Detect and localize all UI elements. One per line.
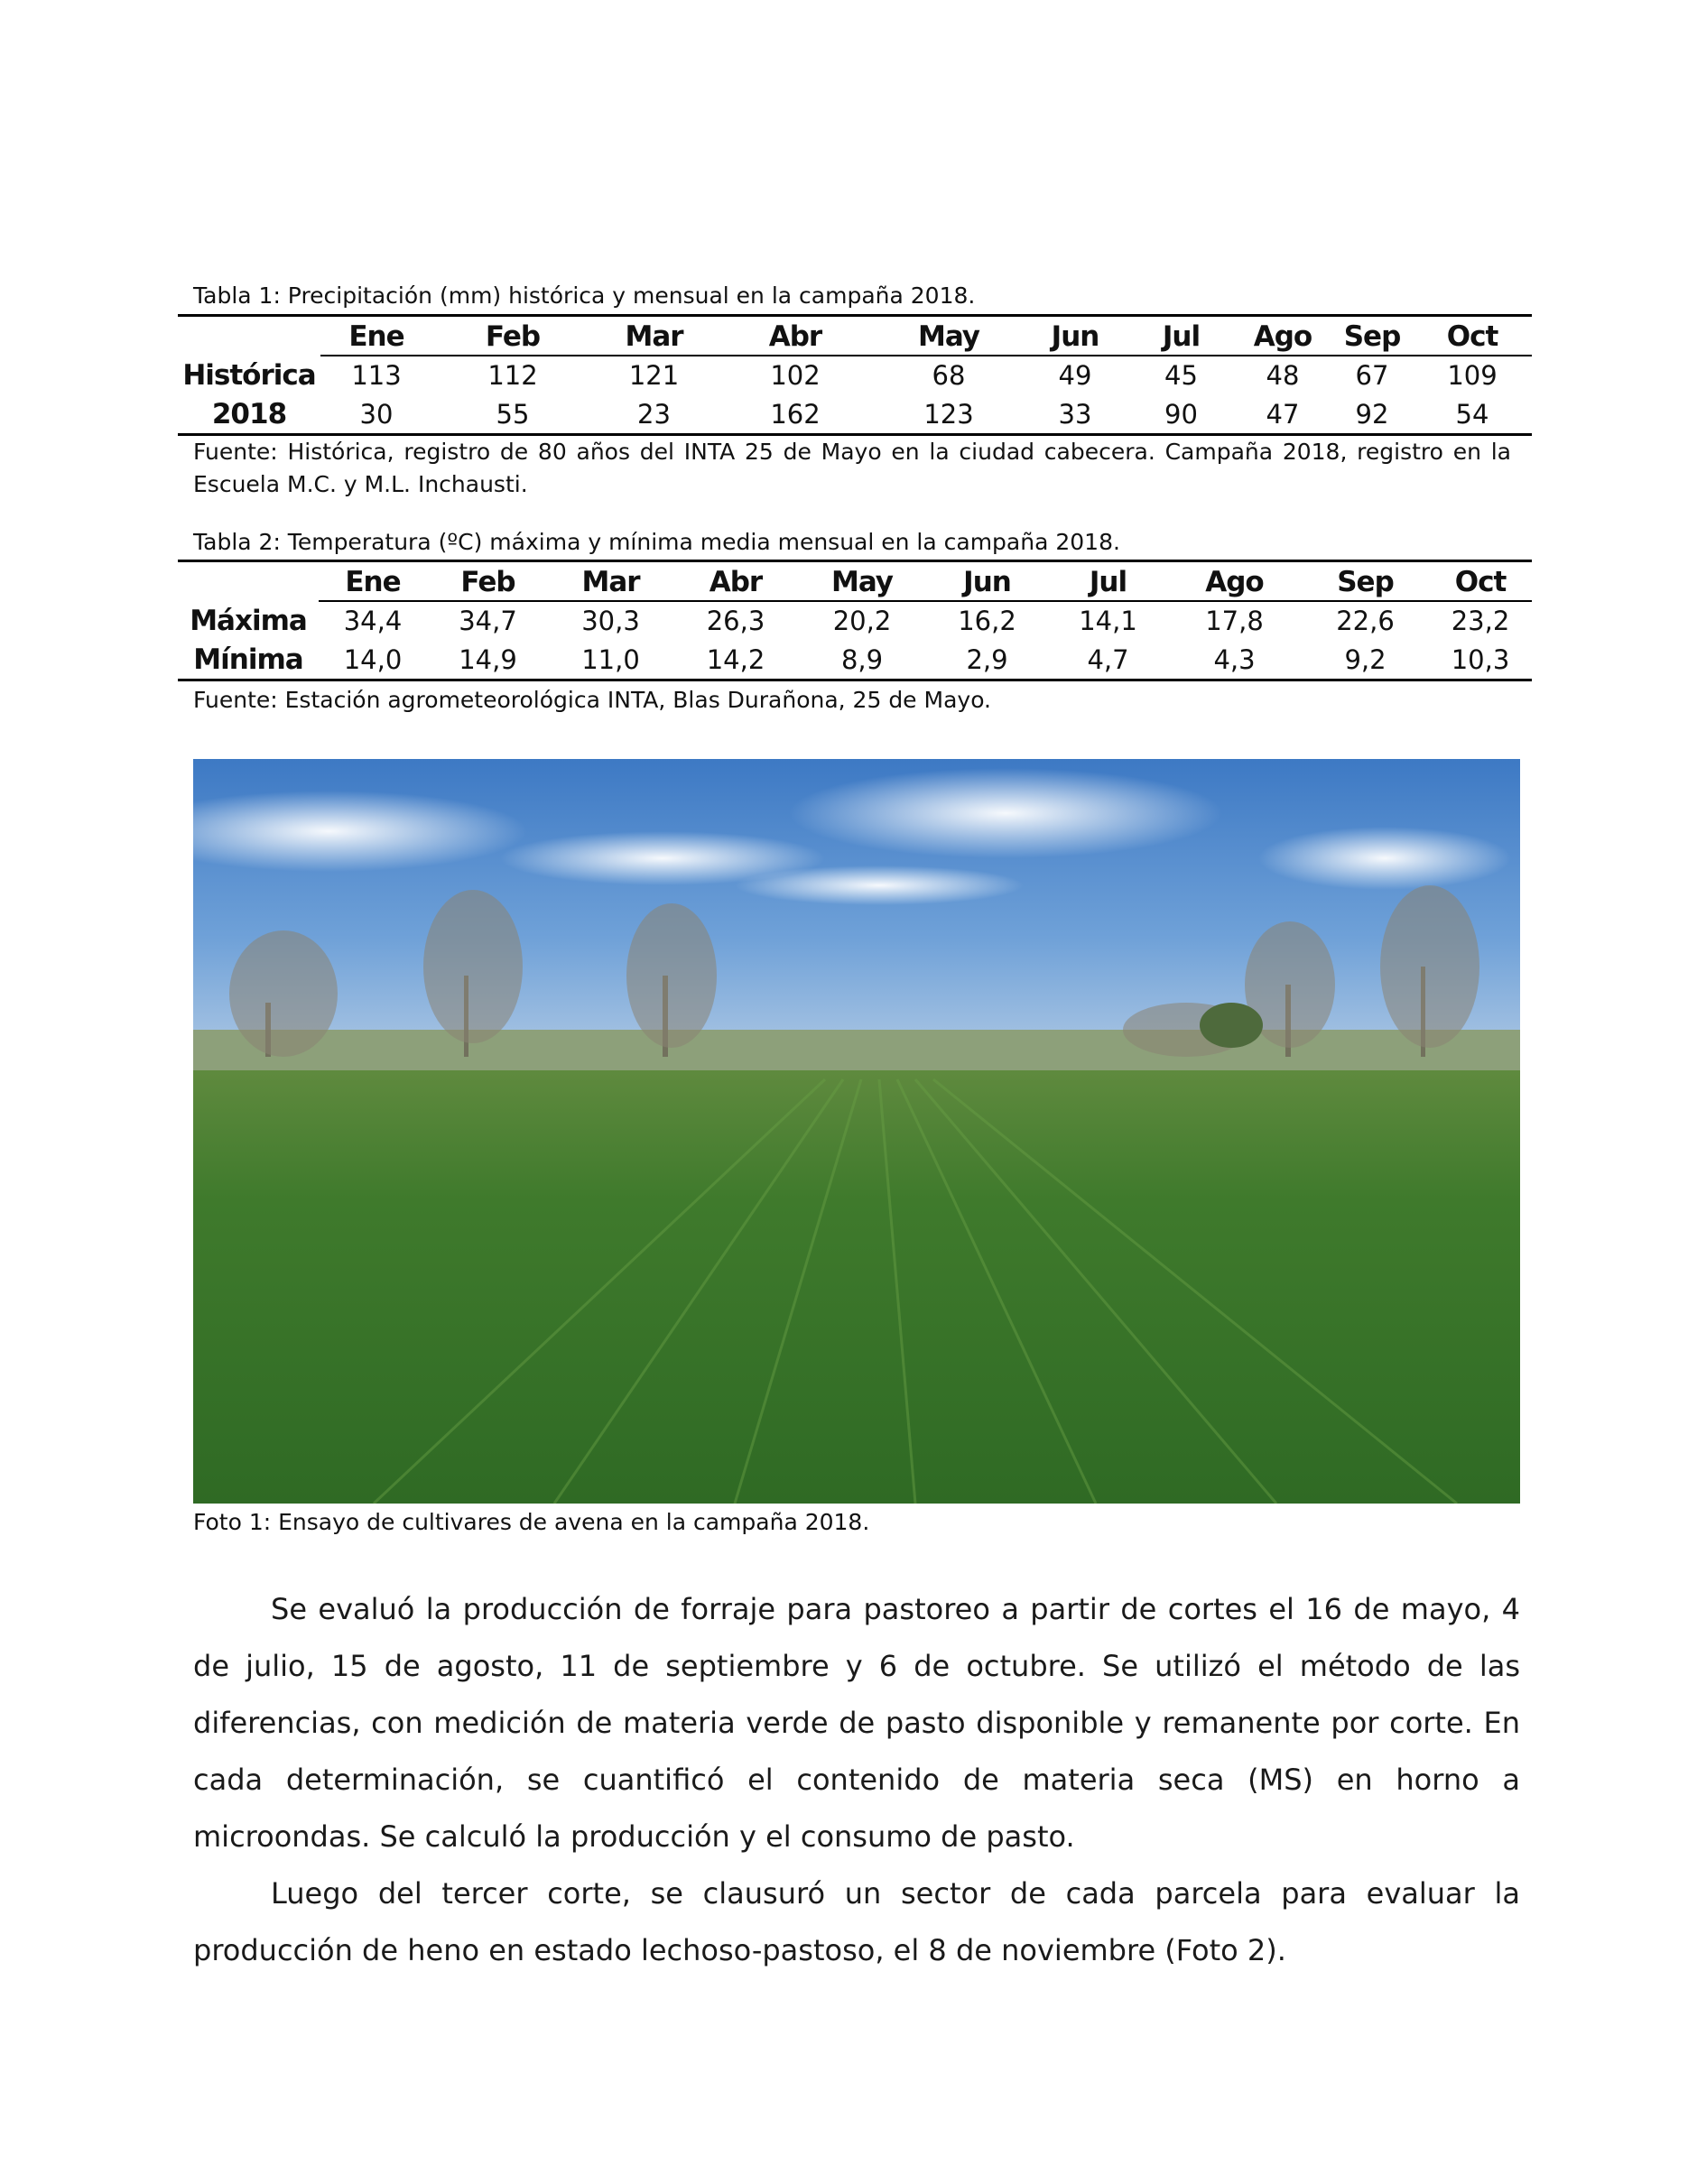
table-cell: 23,2 — [1451, 606, 1510, 636]
table-cell: 90 — [1128, 395, 1234, 435]
table-cell: 54 — [1413, 395, 1532, 435]
table1-source-note: Fuente: Histórica, registro de 80 años del INTA 25 de Mayo en la ciudad cabecera. Campaña 2018, registro en la Escuela M.C. y M.L. Inchausti. — [193, 439, 1511, 497]
column-header: Sep — [1302, 561, 1429, 601]
table-row — [178, 601, 1532, 641]
table-cell: 4,7 — [1049, 641, 1167, 680]
table-cell: 10,3 — [1429, 641, 1532, 680]
oat-field-photo — [193, 759, 1520, 1504]
table-row — [178, 356, 1532, 395]
temperature-table — [178, 560, 1532, 681]
table-cell: 11,0 — [549, 641, 672, 680]
column-header: Jun — [925, 561, 1049, 601]
header-corner — [178, 316, 320, 356]
column-header: Abr — [715, 316, 876, 356]
column-header: Sep — [1331, 316, 1413, 356]
table-row — [178, 641, 1532, 680]
column-header: Feb — [432, 316, 593, 356]
row-header: 2018 — [178, 395, 320, 435]
table-cell: 33 — [1022, 395, 1128, 435]
table-cell: 14,2 — [672, 641, 799, 680]
table-cell: 16,2 — [958, 606, 1016, 636]
paragraph: Luego del tercer corte, se clausuró un sector de cada parcela para evaluar la producción de heno en estado lechoso-pastoso, el 8 de noviembre (Foto 2). — [193, 1876, 1520, 1967]
table2-caption: Tabla 2: Temperatura (ºC) máxima y mínima media mensual en la campaña 2018. — [193, 529, 1120, 555]
table-cell: 123 — [876, 395, 1022, 435]
table-cell: 49 — [1058, 360, 1092, 391]
table-cell: 30 — [320, 395, 432, 435]
table-cell: 20,2 — [832, 606, 892, 636]
table-cell: 9,2 — [1302, 641, 1429, 680]
column-header: Ago — [1167, 561, 1302, 601]
column-header: Jul — [1049, 561, 1167, 601]
column-header: Feb — [427, 561, 549, 601]
column-header: May — [876, 316, 1022, 356]
table2-source-note: Fuente: Estación agrometeorológica INTA, Blas Durañona, 25 de Mayo. — [193, 687, 991, 713]
table-cell: 34,4 — [343, 606, 403, 636]
body-text — [193, 1581, 1520, 1979]
column-header: Jul — [1128, 316, 1234, 356]
column-header: Ene — [319, 561, 427, 601]
column-header: Ago — [1234, 316, 1331, 356]
table-cell: 67 — [1355, 360, 1389, 391]
photo-caption: Foto 1: Ensayo de cultivares de avena en la campaña 2018. — [193, 1509, 870, 1535]
table-cell: 102 — [770, 360, 821, 391]
table-cell: 14,1 — [1079, 606, 1137, 636]
column-header: Mar — [549, 561, 672, 601]
column-header: Abr — [672, 561, 799, 601]
table-cell: 121 — [628, 360, 680, 391]
table-cell: 2,9 — [925, 641, 1049, 680]
table-cell: 4,3 — [1167, 641, 1302, 680]
column-header: Ene — [320, 316, 432, 356]
table-cell: 48 — [1266, 360, 1300, 391]
table-cell: 30,3 — [581, 606, 640, 636]
table-header-row — [178, 561, 1532, 601]
precipitation-table — [178, 314, 1532, 436]
table-cell: 34,7 — [459, 606, 517, 636]
table-cell: 92 — [1331, 395, 1413, 435]
table-cell: 8,9 — [799, 641, 925, 680]
table-cell: 162 — [715, 395, 876, 435]
row-header: Máxima — [190, 604, 307, 637]
column-header: Mar — [593, 316, 715, 356]
table-cell: 17,8 — [1205, 606, 1264, 636]
table-cell: 112 — [487, 360, 538, 391]
row-header: Mínima — [178, 641, 319, 680]
table-cell: 22,6 — [1336, 606, 1395, 636]
table-cell: 45 — [1164, 360, 1198, 391]
header-corner — [178, 561, 319, 601]
column-header: May — [799, 561, 925, 601]
table-cell: 47 — [1234, 395, 1331, 435]
table-cell: 113 — [351, 360, 402, 391]
table-cell: 109 — [1447, 360, 1498, 391]
table1-caption: Tabla 1: Precipitación (mm) histórica y mensual en la campaña 2018. — [193, 282, 976, 309]
table-row — [178, 395, 1532, 435]
table-cell: 23 — [593, 395, 715, 435]
table-cell: 26,3 — [706, 606, 765, 636]
column-header: Oct — [1429, 561, 1532, 601]
row-header: Histórica — [182, 358, 316, 392]
paragraph: Se evaluó la producción de forraje para pastoreo a partir de cortes el 16 de mayo, 4 de julio, 15 de agosto, 11 de septiembre y 6 de octubre. Se utilizó el método de las diferencias, con medición de materia verde de pasto disponible y remanente por corte. En cada determinación, se cuantificó el contenido de materia seca (MS) en horno a microondas. Se calculó la producción y el consumo de pasto. — [193, 1592, 1520, 1854]
table-header-row — [178, 316, 1532, 356]
column-header: Oct — [1413, 316, 1532, 356]
column-header: Jun — [1022, 316, 1128, 356]
table-cell: 14,0 — [319, 641, 427, 680]
table-cell: 55 — [432, 395, 593, 435]
table-cell: 68 — [932, 360, 966, 391]
table-cell: 14,9 — [427, 641, 549, 680]
